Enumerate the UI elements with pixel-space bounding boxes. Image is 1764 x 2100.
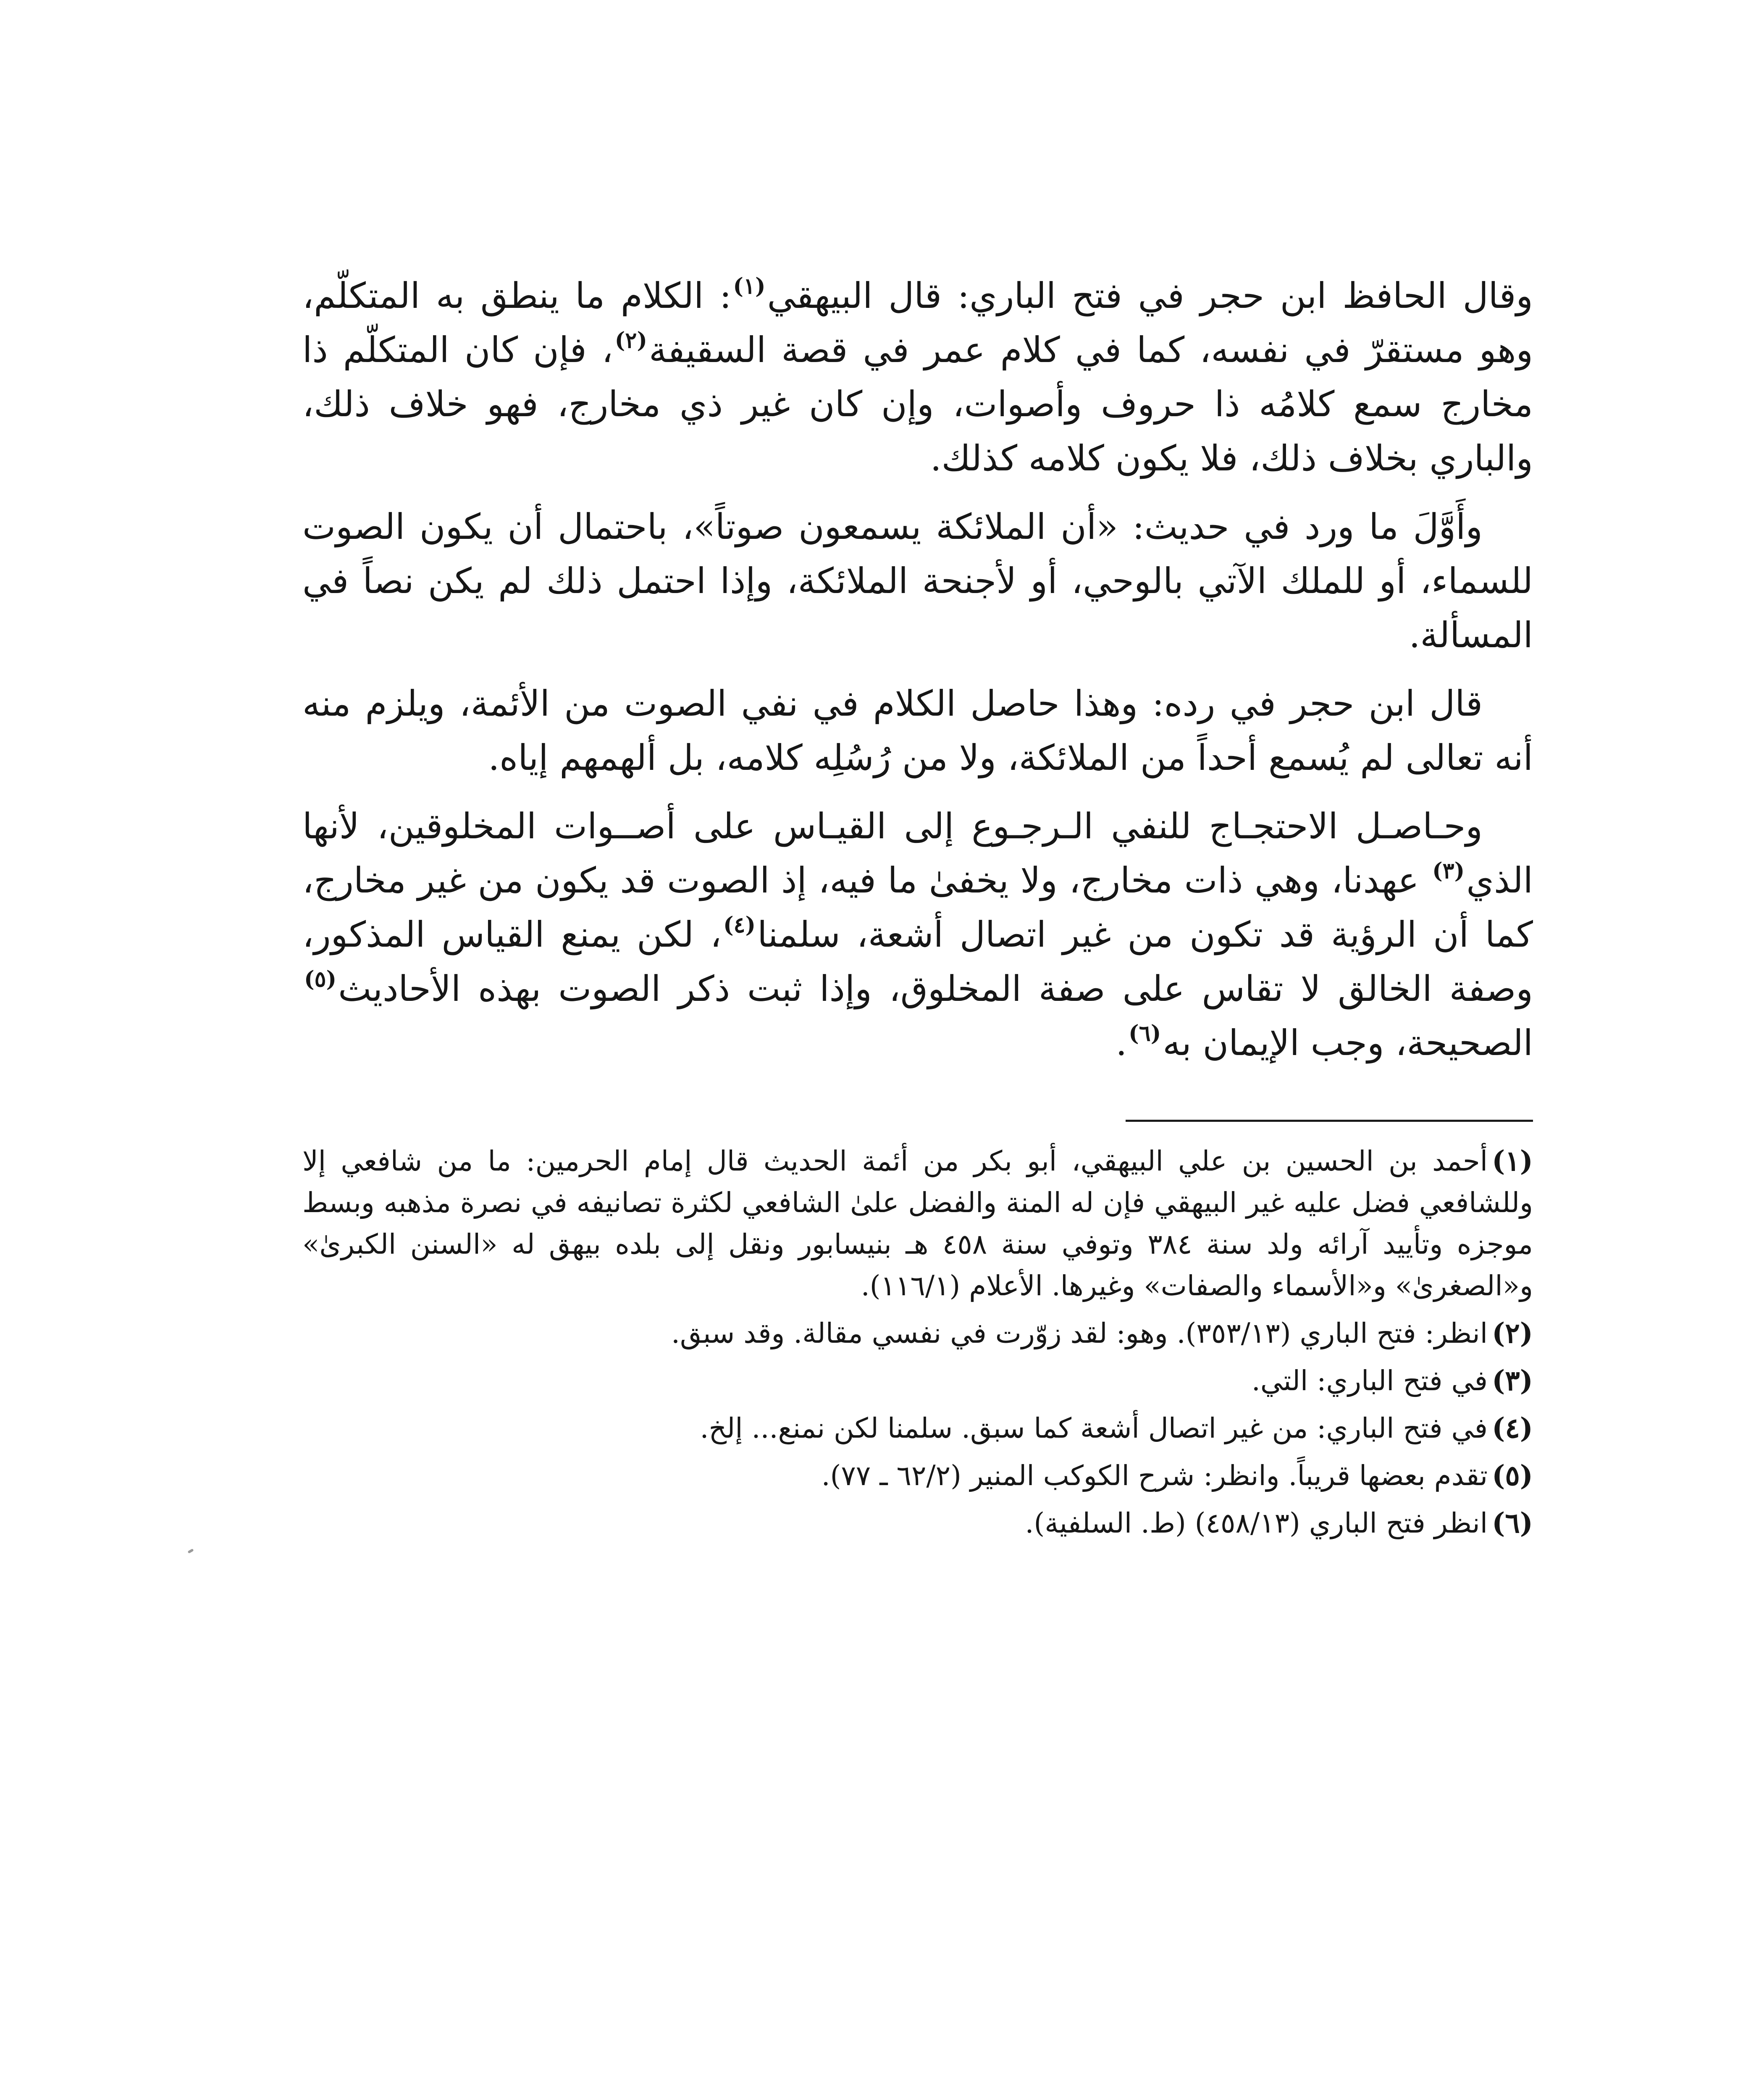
paragraph-3-text: قال ابن حجر في رده: وهذا حاصل الكلام في نفي الصوت من الأئمة، ويلزم منه أنه تعالى لم يُسمع أحداً من الملائكة، ولا من رُسُلِه كلامه، بل ألهمهم إياه. <box>302 683 1533 778</box>
page-content <box>302 269 1533 1550</box>
footnote-3-text: في فتح الباري: التي. <box>1251 1365 1488 1397</box>
footnote-1-text: أحمد بن الحسين بن علي البيهقي، أبو بكر من أئمة الحديث قال إمام الحرمين: ما من شافعي إلا وللشافعي فضل عليه غير البيهقي فإن له المنة والفضل علىٰ الشافعي لكثرة تصانيفه في نصرة مذهبه وبسط موجزه وتأييد آرائه ولد سنة ٣٨٤ وتوفي سنة ٤٥٨ هـ بنيسابور ونقل إلى بلده بيهق له «السنن الكبرىٰ» و«الصغرىٰ» و«الأسماء والصفات» وغيرها. الأعلام (١١٦/١). <box>302 1145 1533 1302</box>
footnote-6 <box>302 1502 1533 1544</box>
paragraph-4-text-b: عهدنا، وهي ذات مخارج، ولا يخفىٰ ما فيه، إذ الصوت قد يكون من غير مخارج، كما أن الرؤية قد تكون من غير اتصال أشعة، سلمنا <box>302 860 1533 955</box>
paragraph-2 <box>302 500 1533 662</box>
footnote-6-number: (٦) <box>1492 1507 1533 1539</box>
footnote-5-number: (٥) <box>1492 1459 1533 1492</box>
footnote-ref-6: (٦) <box>1129 1021 1161 1046</box>
footnote-5 <box>302 1455 1533 1496</box>
paragraph-2-text: وأَوَّلَ ما ورد في حديث: «أن الملائكة يسمعون صوتاً»، باحتمال أن يكون الصوت للسماء، أو للملك الآتي بالوحي، أو لأجنحة الملائكة، وإذا احتمل ذلك لم يكن نصاً في المسألة. <box>302 506 1533 656</box>
paragraph-1-text-a: وقال الحافظ ابن حجر في فتح الباري: قال البيهقي <box>767 275 1533 316</box>
paragraph-4-text-e: . <box>1116 1022 1127 1063</box>
paragraph-4 <box>302 799 1533 1070</box>
footnote-4 <box>302 1407 1533 1449</box>
paragraph-4-text-c: ، لكن يمنع القياس المذكور، وصفة الخالق لا تقاس على صفة المخلوق، وإذا ثبت ذكر الصوت بهذه الأحاديث <box>302 914 1533 1009</box>
footnote-6-text: انظر فتح الباري (٤٥٨/١٣) (ط. السلفية). <box>1025 1507 1488 1539</box>
footnote-ref-5: (٥) <box>304 966 337 992</box>
footnote-ref-4: (٤) <box>723 912 756 938</box>
footnote-4-number: (٤) <box>1492 1412 1533 1444</box>
paragraph-1-text-b: : الكلام ما ينطق به المتكلّم، وهو مستقرّ في نفسه، كما في كلام عمر في قصة السقيفة <box>302 275 1533 370</box>
footnote-2-number: (٢) <box>1492 1317 1533 1349</box>
footnote-2 <box>302 1312 1533 1354</box>
paragraph-4-text-a: وحـاصـل الاحتجـاج للنفي الـرجـوع إلى القيـاس على أصــوات المخلوقين، لأنها الذي <box>302 806 1533 901</box>
paragraph-4-text-d: الصحيحة، وجب الإيمان به <box>1163 1022 1533 1063</box>
footnote-4-text: في فتح الباري: من غير اتصال أشعة كما سبق. سلمنا لكن نمنع... إلخ. <box>700 1412 1488 1444</box>
footnote-separator <box>1126 1120 1533 1122</box>
paragraph-1-text-c: ، فإن كان المتكلّم ذا مخارج سمع كلامُه ذا حروف وأصوات، وإن كان غير ذي مخارج، فهو خلاف ذلك، والباري بخلاف ذلك، فلا يكون كلامه كذلك. <box>302 329 1533 479</box>
footnote-1-number: (١) <box>1492 1144 1533 1177</box>
footnotes <box>302 1140 1533 1544</box>
paragraph-1 <box>302 269 1533 486</box>
footnote-ref-1: (١) <box>733 273 766 299</box>
paragraph-3 <box>302 677 1533 785</box>
footnote-ref-2: (٢) <box>614 328 647 353</box>
main-text <box>302 269 1533 1070</box>
footnote-3-number: (٣) <box>1492 1364 1533 1397</box>
footnote-3 <box>302 1360 1533 1402</box>
scan-speck <box>187 1549 194 1554</box>
footnote-2-text: انظر: فتح الباري (٣٥٣/١٣). وهو: لقد زوّرت في نفسي مقالة. وقد سبق. <box>671 1317 1488 1349</box>
footnote-5-text: تقدم بعضها قريباً. وانظر: شرح الكوكب المنير (٦٢/٢ ـ ٧٧). <box>821 1460 1488 1492</box>
footnote-ref-3: (٣) <box>1432 858 1465 884</box>
footnote-1 <box>302 1140 1533 1307</box>
